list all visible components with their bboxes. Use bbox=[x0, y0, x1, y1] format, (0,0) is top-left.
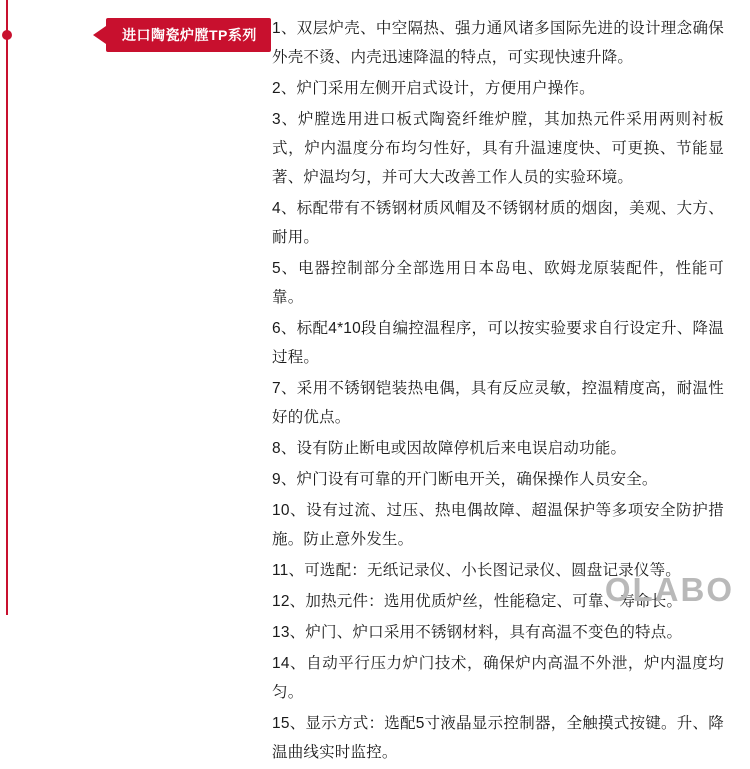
feature-item: 8、设有防止断电或因故障停机后来电误启动功能。 bbox=[272, 440, 627, 457]
feature-item: 3、炉膛选用进口板式陶瓷纤维炉膛，其加热元件采用两则衬板式，炉内温度分布均匀性好，具有升温速度快、可更换、节能显著、炉温均匀，并可大大改善工作人员的实验环境。 bbox=[272, 111, 724, 186]
left-accent-rule bbox=[6, 0, 8, 615]
feature-item: 10、设有过流、过压、热电偶故障、超温保护等多项安全防护措施。防止意外发生。 bbox=[272, 502, 724, 548]
feature-item: 13、炉门、炉口采用不锈钢材料，具有高温不变色的特点。 bbox=[272, 624, 683, 641]
accent-dot-icon bbox=[2, 30, 12, 40]
feature-item: 1、双层炉壳、中空隔热、强力通风诸多国际先进的设计理念确保外壳不烫、内壳迅速降温的特点，可实现快速升降。 bbox=[272, 20, 724, 66]
feature-item: 5、电器控制部分全部选用日本岛电、欧姆龙原装配件，性能可靠。 bbox=[272, 260, 724, 306]
feature-item: 15、显示方式：选配5寸液晶显示控制器，全触摸式按键。升、降温曲线实时监控。 bbox=[272, 715, 724, 761]
feature-item: 9、炉门设有可靠的开门断电开关，确保操作人员安全。 bbox=[272, 471, 658, 488]
feature-item: 4、标配带有不锈钢材质风帽及不锈钢材质的烟囱，美观、大方、耐用。 bbox=[272, 200, 724, 246]
feature-item: 7、采用不锈钢铠装热电偶，具有反应灵敏，控温精度高，耐温性好的优点。 bbox=[272, 380, 724, 426]
feature-list bbox=[272, 14, 724, 769]
brand-watermark: OLABO bbox=[604, 571, 734, 608]
feature-item: 14、自动平行压力炉门技术，确保炉内高温不外泄，炉内温度均匀。 bbox=[272, 655, 724, 701]
feature-item: 6、标配4*10段自编控温程序，可以按实验要求自行设定升、降温过程。 bbox=[272, 320, 724, 366]
feature-item: 2、炉门采用左侧开启式设计，方便用户操作。 bbox=[272, 80, 595, 97]
series-banner bbox=[106, 18, 271, 52]
series-banner-label: 进口陶瓷炉膛TP系列 bbox=[122, 27, 257, 43]
feature-item: 11、可选配：无纸记录仪、小长图记录仪、圆盘记录仪等。 bbox=[272, 562, 681, 579]
feature-item: 12、加热元件：选用优质炉丝，性能稳定、可靠、寿命长。 bbox=[272, 593, 683, 610]
